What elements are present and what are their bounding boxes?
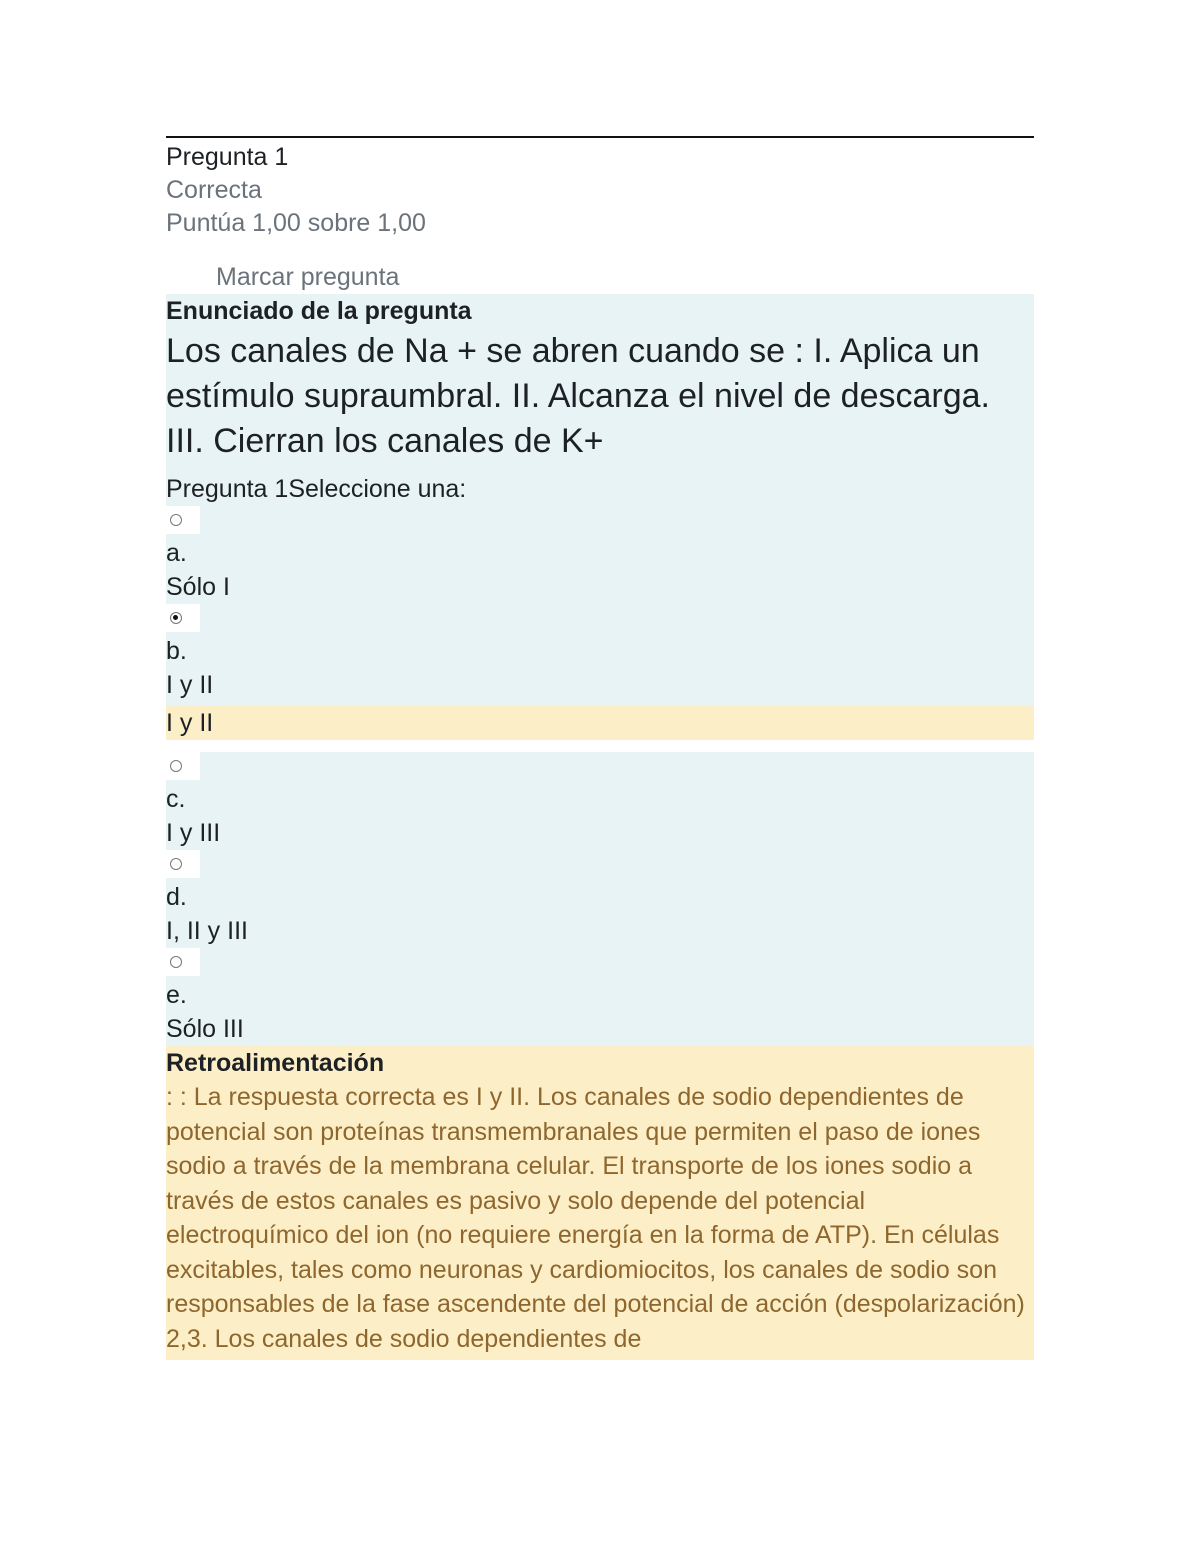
feedback-panel [166,1046,1034,1360]
option-letter: e. [166,981,187,1009]
question-grade: Puntúa 1,00 sobre 1,00 [166,209,426,237]
option-text: Sólo I [166,573,230,601]
option-letter: b. [166,637,187,665]
spacer [166,740,1034,752]
option-letter: a. [166,539,187,567]
feedback-heading: Retroalimentación [166,1049,385,1077]
option-a[interactable] [166,506,1034,604]
radio-unchecked-icon[interactable] [170,514,182,526]
formulation-heading: Enunciado de la pregunta [166,297,472,325]
option-text: Sólo III [166,1015,244,1043]
option-d[interactable] [166,850,1034,948]
option-c[interactable] [166,752,1034,850]
question-page [166,136,1034,1360]
option-b-radio-cell[interactable] [166,604,200,632]
question-text: Los canales de Na + se abren cuando se : I. Aplica un estímulo supraumbral. II. Alcanza el nivel de descarga. III. Cierran los canales de K+ [166,332,990,460]
feedback-text: : : La respuesta correcta es I y II. Los canales de sodio dependientes de potencial son proteínas transmembranales que permiten el paso de iones sodio a través de la membrana celular. El transporte de los iones sodio a través de estos canales es pasivo y solo depende del potencial electroquímico del ion (no requiere energía en la forma de ATP). En células excitables, tales como neuronas y cardiomiocitos, los canales de sodio son responsables de la fase ascendente del potencial de acción (despolarización) 2,3. Los canales de sodio dependientes de [166,1083,1025,1353]
radio-unchecked-icon[interactable] [170,858,182,870]
option-letter: d. [166,883,187,911]
radio-checked-icon[interactable] [170,612,182,624]
correct-answer-highlight: I y II [166,706,1034,740]
flag-question-link[interactable]: Marcar pregunta [216,263,400,291]
option-text: I y III [166,819,221,847]
option-c-radio-cell[interactable] [166,752,200,780]
radio-unchecked-icon[interactable] [170,760,182,772]
radio-unchecked-icon[interactable] [170,956,182,968]
option-d-radio-cell[interactable] [166,850,200,878]
option-text: I, II y III [166,917,248,945]
top-divider [166,136,1034,138]
question-formulation-continued [166,752,1034,1046]
question-state: Correcta [166,176,262,204]
option-e[interactable] [166,948,1034,1046]
question-formulation [166,294,1034,706]
option-e-radio-cell[interactable] [166,948,200,976]
answer-prompt: Pregunta 1Seleccione una: [166,475,467,503]
option-a-radio-cell[interactable] [166,506,200,534]
option-letter: c. [166,785,186,813]
option-text: I y II [166,671,214,699]
question-number: Pregunta 1 [166,143,289,171]
option-b[interactable] [166,604,1034,702]
